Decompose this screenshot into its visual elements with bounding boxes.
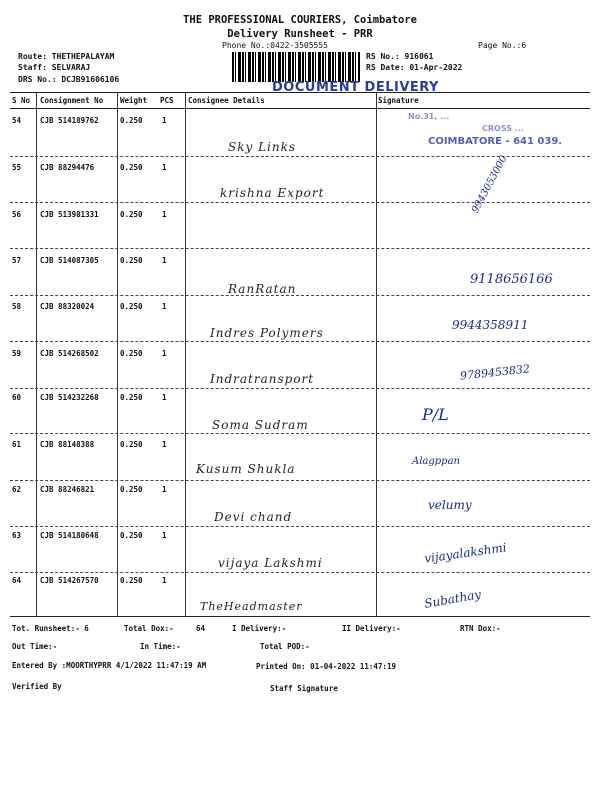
row-consignment: CJB 88246821 (40, 485, 95, 494)
in-time: In Time:- (140, 642, 181, 651)
row-weight: 0.250 (120, 163, 143, 172)
drs-number: DRS No.: DCJB91606106 (18, 75, 120, 84)
row-signature: velumy (428, 498, 472, 512)
row-consignee: Indres Polymers (210, 326, 324, 340)
route: Route: THETHEPALAYAM (18, 52, 115, 61)
verified-by: Verified By (12, 682, 62, 691)
row-pcs: 1 (162, 116, 167, 125)
row-signature: vijayalakshmi (423, 540, 508, 566)
row-consignment: CJB 513981331 (40, 210, 99, 219)
row-consignee: Kusum Shukla (196, 462, 296, 476)
barcode (232, 52, 360, 82)
phone-number: Phone No.:0422-3505555 (222, 41, 328, 50)
col-header-pcs: PCS (160, 96, 174, 105)
row-sno: 54 (12, 116, 22, 125)
col-header-consignee: Consignee Details (188, 96, 265, 105)
row-consignee: Soma Sudram (212, 418, 309, 432)
row-signature: 9943053000 (470, 153, 510, 216)
row-sno: 64 (12, 576, 22, 585)
row-weight: 0.250 (120, 349, 143, 358)
row-sno: 56 (12, 210, 22, 219)
row-consignment: CJB 88148388 (40, 440, 95, 449)
table-bottom-border (10, 616, 590, 617)
row-divider (10, 526, 590, 527)
row-sno: 62 (12, 485, 22, 494)
row-consignment: CJB 514267570 (40, 576, 99, 585)
row-consignee: krishna Export (220, 186, 325, 200)
company-name: THE PROFESSIONAL COURIERS, Coimbatore (183, 14, 417, 26)
row-signature: 9944358911 (452, 318, 529, 332)
row-divider (10, 480, 590, 481)
stamp-address-line2: CROSS ... (482, 124, 524, 133)
col-divider-1 (36, 92, 37, 616)
row-weight: 0.250 (120, 393, 143, 402)
row-signature: P/L (422, 405, 449, 424)
row-consignee: Devi chand (214, 510, 293, 524)
row-signature: Alagppan (412, 456, 460, 467)
staff-signature: Staff Signature (270, 684, 338, 693)
row-consignee: Sky Links (228, 140, 297, 154)
row-sno: 55 (12, 163, 22, 172)
row-consignment: CJB 88294476 (40, 163, 95, 172)
stamp-address-line3: COIMBATORE - 641 039. (428, 136, 563, 147)
row-weight: 0.250 (120, 440, 143, 449)
rtn-dox: RTN Dox:- (460, 624, 501, 633)
row-weight: 0.250 (120, 485, 143, 494)
row-weight: 0.250 (120, 576, 143, 585)
row-divider (10, 433, 590, 434)
row-divider (10, 248, 590, 249)
document-delivery-stamp: DOCUMENT DELIVERY (272, 80, 439, 95)
row-weight: 0.250 (120, 531, 143, 540)
row-divider (10, 572, 590, 573)
row-divider (10, 388, 590, 389)
row-weight: 0.250 (120, 302, 143, 311)
row-pcs: 1 (162, 531, 167, 540)
row-consignee: TheHeadmaster (200, 600, 303, 613)
col-divider-2 (117, 92, 118, 616)
row-pcs: 1 (162, 393, 167, 402)
total-pod: Total POD:- (260, 642, 310, 651)
staff: Staff: SELVARAJ (18, 63, 91, 72)
row-divider (10, 202, 590, 203)
col-divider-3 (185, 92, 186, 616)
row-consignment: CJB 514087305 (40, 256, 99, 265)
row-pcs: 1 (162, 163, 167, 172)
row-pcs: 1 (162, 349, 167, 358)
row-signature: 9118656166 (470, 272, 553, 287)
row-weight: 0.250 (120, 116, 143, 125)
row-weight: 0.250 (120, 210, 143, 219)
row-sno: 63 (12, 531, 22, 540)
ii-delivery: II Delivery:- (342, 624, 401, 633)
printed-on: Printed On: 01-04-2022 11:47:19 (256, 662, 396, 671)
row-consignment: CJB 514232268 (40, 393, 99, 402)
row-signature: 9789453832 (459, 362, 531, 383)
col-header-signature: Signature (378, 96, 419, 105)
col-divider-4 (376, 92, 377, 616)
row-pcs: 1 (162, 485, 167, 494)
row-sno: 61 (12, 440, 22, 449)
row-consignment: CJB 88320024 (40, 302, 95, 311)
table-top-border (10, 92, 590, 93)
total-dox-label: Total Dox:- (124, 624, 174, 633)
i-delivery: I Delivery:- (232, 624, 287, 633)
doc-title: Delivery Runsheet - PRR (227, 28, 373, 40)
row-sno: 57 (12, 256, 22, 265)
row-sno: 59 (12, 349, 22, 358)
row-sno: 60 (12, 393, 22, 402)
row-pcs: 1 (162, 256, 167, 265)
row-consignee: Indratransport (210, 372, 315, 386)
col-header-consignment: Consignment No (40, 96, 104, 105)
row-pcs: 1 (162, 302, 167, 311)
row-signature: Subathay (423, 587, 483, 611)
row-consignment: CJB 514180648 (40, 531, 99, 540)
col-header-sno: S No (12, 96, 31, 105)
row-pcs: 1 (162, 440, 167, 449)
row-consignment: CJB 514189762 (40, 116, 99, 125)
out-time: Out Time:- (12, 642, 58, 651)
entered-by: Entered By :MOORTHYPRR 4/1/2022 11:47:19 AM (12, 661, 207, 670)
row-consignee: vijaya Lakshmi (218, 556, 323, 570)
stamp-address-line1: No.31, ... (408, 112, 450, 121)
row-consignee: RanRatan (228, 282, 297, 296)
row-consignment: CJB 514268502 (40, 349, 99, 358)
row-sno: 58 (12, 302, 22, 311)
row-pcs: 1 (162, 576, 167, 585)
row-pcs: 1 (162, 210, 167, 219)
total-runsheet: Tot. Runsheet:- 6 (12, 624, 89, 633)
total-dox-value: 64 (196, 624, 206, 633)
rs-number: RS No.: 916061 (366, 52, 434, 61)
row-divider (10, 341, 590, 342)
rs-date: RS Date: 01-Apr-2022 (366, 63, 463, 72)
row-divider (10, 295, 590, 296)
row-weight: 0.250 (120, 256, 143, 265)
table-header-border (10, 108, 590, 109)
page-number: Page No.:6 (478, 41, 527, 50)
col-header-weight: Weight (120, 96, 148, 105)
